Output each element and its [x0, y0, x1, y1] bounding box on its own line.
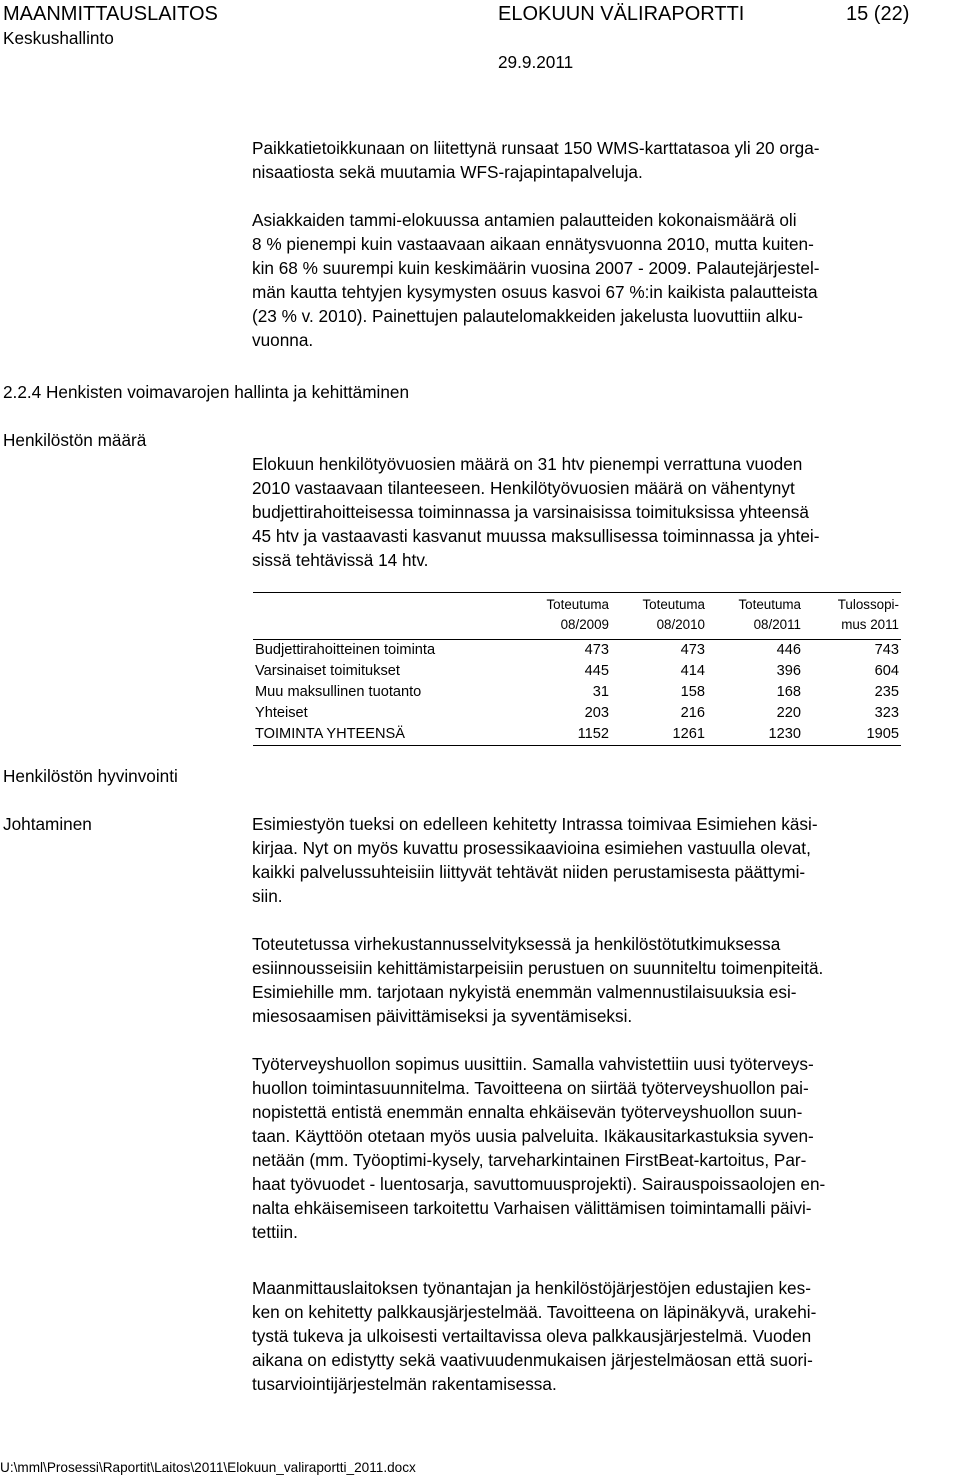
- cell-value: 743: [874, 642, 899, 658]
- table-row: [253, 703, 901, 724]
- text-line: kin 68 % suurempi kuin keskimäärin vuosina 2007 - 2009. Palautejärjestel-: [252, 258, 820, 278]
- table-header-row: [253, 593, 901, 640]
- cell-value: 1905: [803, 724, 901, 746]
- row-label: Budjettirahoitteinen toiminta: [255, 642, 436, 658]
- table-header-cell: Toteutuma 08/2010: [611, 593, 707, 640]
- table-header-blank: [253, 593, 515, 640]
- organization-name: MAANMITTAUSLAITOS: [3, 3, 218, 25]
- cell-value: 473: [680, 642, 705, 658]
- table-header-cell: Toteutuma 08/2011: [707, 593, 803, 640]
- text-line: sissä tehtävissä 14 htv.: [252, 550, 429, 570]
- text-line: 45 htv ja vastaavasti kasvanut muussa maksullisessa toiminnassa ja yhtei-: [252, 526, 820, 546]
- text-line: taan. Käyttöön otetaan myös uusia palveluita. Ikäkausitarkastuksia syven-: [252, 1126, 814, 1146]
- cell-value: 323: [874, 705, 899, 721]
- table-header-cell: Tulossopi- mus 2011: [803, 593, 901, 640]
- text-line: Asiakkaiden tammi-elokuussa antamien palautteiden kokonaismäärä oli: [252, 210, 797, 230]
- footer-file-path: U:\mml\Prosessi\Raportit\Laitos\2011\Elokuun_valiraportti_2011.docx: [0, 1460, 416, 1475]
- cell-value: 446: [776, 642, 801, 658]
- page-number: 15 (22): [846, 3, 910, 25]
- cell-value: 1230: [707, 724, 803, 746]
- text-line: esiinnousseisiin kehittämistarpeisiin perustuen on suunniteltu toimenpiteitä.: [252, 958, 824, 978]
- text-line: vuonna.: [252, 330, 314, 350]
- text-line: haat työvuodet - luentosarja, savuttomuusprojekti). Sairauspoissaolojen en-: [252, 1174, 826, 1194]
- cell-value: 220: [776, 705, 801, 721]
- text-line: nopistettä entistä enemmän ennalta ehkäisevän työterveyshuollon suun-: [252, 1102, 803, 1122]
- text-line: tettiin.: [252, 1222, 298, 1242]
- cell-value: 604: [874, 663, 899, 679]
- row-label: TOIMINTA YHTEENSÄ: [253, 724, 515, 746]
- paragraph-feedback: [252, 208, 960, 352]
- text-line: ken on kehitetty palkkausjärjestelmää. Tavoitteena on läpinäkyvä, urakehi-: [252, 1302, 817, 1322]
- side-label-leadership: Johtaminen: [3, 814, 92, 834]
- cell-value: 1261: [611, 724, 707, 746]
- text-line: kaikki palvelussuhteisiin liittyvät tehtävät niiden perustamisesta päättymi-: [252, 862, 806, 882]
- text-line: Työterveyshuollon sopimus uusittiin. Samalla vahvistettiin uusi työterveys-: [252, 1054, 814, 1074]
- table-row: [253, 640, 901, 662]
- text-line: män kautta tehtyjen kysymysten osuus kasvoi 67 %:in kaikista palautteista: [252, 282, 818, 302]
- text-line: 8 % pienempi kuin vastaavaan aikaan ennätysvuonna 2010, mutta kuiten-: [252, 234, 814, 254]
- cell-value: 1152: [515, 724, 611, 746]
- text-line: huollon toimintasuunnitelma. Tavoitteena on siirtää työterveyshuollon pai-: [252, 1078, 809, 1098]
- table-row: [253, 661, 901, 682]
- paragraph-pay-system: [252, 1276, 960, 1396]
- table-row: [253, 682, 901, 703]
- cell-value: 396: [776, 663, 801, 679]
- text-line: (23 % v. 2010). Painettujen palautelomakkeiden jakelusta luovuttiin alku-: [252, 306, 803, 326]
- section-heading: 2.2.4 Henkisten voimavarojen hallinta ja kehittäminen: [3, 382, 410, 402]
- paragraph-handbook: [252, 812, 960, 908]
- text-line: tusarviointijärjestelmän rakentamisessa.: [252, 1374, 557, 1394]
- row-label: Muu maksullinen tuotanto: [255, 684, 422, 700]
- text-line: Elokuun henkilötyövuosien määrä on 31 htv pienempi verrattuna vuoden: [252, 454, 803, 474]
- text-line: Esimiehille mm. tarjotaan nykyistä enemmän valmennustilaisuuksia esi-: [252, 982, 797, 1002]
- side-label-staff-count: Henkilöstön määrä: [3, 430, 147, 450]
- row-label: Varsinaiset toimitukset: [255, 663, 400, 679]
- paragraph-staff-count: [252, 452, 960, 572]
- text-line: tystä tukeva ja ulkoisesti vertailtavissa oleva palkkausjärjestelmä. Vuoden: [252, 1326, 812, 1346]
- paragraph-occupational-health: [252, 1052, 960, 1244]
- cell-value: 31: [592, 684, 609, 700]
- cell-value: 168: [776, 684, 801, 700]
- text-line: kirjaa. Nyt on myös kuvattu prosessikaavioina esimiehen vastuulla olevat,: [252, 838, 811, 858]
- text-line: Maanmittauslaitoksen työnantajan ja henkilöstöjärjestöjen edustajien kes-: [252, 1278, 811, 1298]
- staff-years-table: [253, 592, 901, 746]
- organization-unit: Keskushallinto: [3, 28, 114, 48]
- text-line: siin.: [252, 886, 283, 906]
- cell-value: 473: [584, 642, 609, 658]
- report-title: ELOKUUN VÄLIRAPORTTI: [498, 3, 745, 25]
- text-line: Toteutetussa virhekustannusselvityksessä ja henkilöstötutkimuksessa: [252, 934, 781, 954]
- cell-value: 445: [584, 663, 609, 679]
- table-row-total: [253, 724, 901, 746]
- text-line: Paikkatietoikkunaan on liitettynä runsaat 150 WMS-karttatasoa yli 20 orga-: [252, 138, 820, 158]
- cell-value: 203: [584, 705, 609, 721]
- paragraph-training: [252, 932, 960, 1028]
- text-line: budjettirahoitteisessa toiminnassa ja varsinaisissa toimituksissa yhteensä: [252, 502, 809, 522]
- row-label: Yhteiset: [255, 705, 308, 721]
- text-line: nalta ehkäisemiseen tarkoitettu Varhaisen välittämisen toimintamalli päivi-: [252, 1198, 812, 1218]
- cell-value: 414: [680, 663, 705, 679]
- text-line: miesosaamisen päivittämiseksi ja syventämiseksi.: [252, 1006, 633, 1026]
- text-line: 2010 vastaavaan tilanteeseen. Henkilötyövuosien määrä on vähentynyt: [252, 478, 795, 498]
- table-header-cell: Toteutuma 08/2009: [515, 593, 611, 640]
- side-label-wellbeing: Henkilöstön hyvinvointi: [3, 766, 178, 786]
- paragraph-wms: [252, 136, 960, 184]
- cell-value: 235: [874, 684, 899, 700]
- cell-value: 216: [680, 705, 705, 721]
- text-line: aikana on edistytty sekä vaativuudenmukaisen järjestelmäosan että suori-: [252, 1350, 813, 1370]
- text-line: Esimiestyön tueksi on edelleen kehitetty Intrassa toimivaa Esimiehen käsi-: [252, 814, 818, 834]
- cell-value: 158: [680, 684, 705, 700]
- text-line: netään (mm. Työoptimi-kysely, tarveharkintainen FirstBeat-kartoitus, Par-: [252, 1150, 807, 1170]
- report-date: 29.9.2011: [498, 52, 574, 72]
- text-line: nisaatiosta sekä muutamia WFS-rajapintapalveluja.: [252, 162, 643, 182]
